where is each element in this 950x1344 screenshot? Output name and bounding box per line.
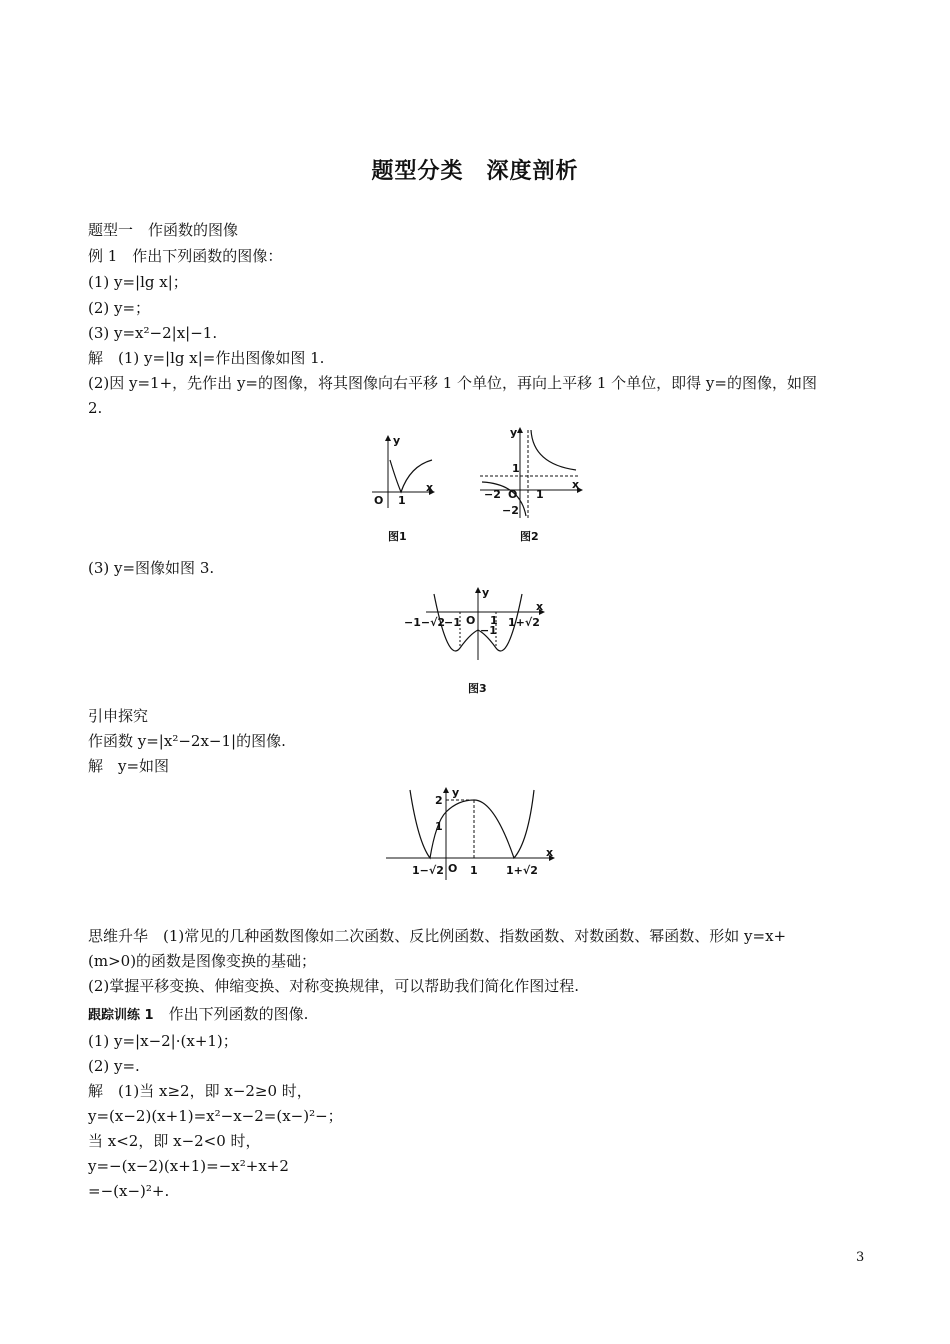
tick-label: 1 (512, 462, 520, 475)
axis-label-x: x (572, 478, 580, 491)
curve-right (531, 430, 576, 470)
practice-text: 作出下列函数的图像. (153, 1005, 309, 1023)
figure-2 (476, 424, 586, 520)
figure-2-caption: 图2 (520, 530, 539, 543)
practice-solution-3: 当 x<2，即 x−2<0 时， (88, 1132, 261, 1150)
axis-label-y: y (510, 426, 518, 439)
tick-label: 1 (536, 488, 544, 501)
practice-solution-2: y=(x−2)(x+1)=x²−x−2=(x−)²−； (88, 1107, 343, 1125)
tick-label: 1 (398, 494, 406, 507)
practice-2: (2) y=. (88, 1057, 140, 1075)
axis-label-y: y (452, 786, 460, 799)
practice-solution-4: y=−(x−2)(x+1)=−x²+x+2 (88, 1157, 289, 1175)
origin-label: O (466, 614, 476, 627)
curve (410, 790, 534, 858)
solution-2: (2)因 y=1+，先作出 y=的图像，将其图像向右平移 1 个单位，再向上平移 1 个单位，即得 y=的图像，如图 (88, 374, 817, 392)
tick-label: −1 (444, 616, 461, 629)
origin-label: O (374, 494, 384, 507)
extension-heading: 引申探究 (88, 707, 149, 725)
figure-1 (368, 432, 438, 512)
page-number: 3 (856, 1250, 865, 1265)
tick-label: 2 (435, 794, 443, 807)
tick-label: −2 (484, 488, 501, 501)
extension-solution: 解 y=如图 (88, 757, 170, 775)
solution-1: 解 (1) y=|lg x|=作出图像如图 1. (88, 349, 325, 367)
page-title: 题型分类 深度剖析 (371, 159, 579, 184)
axis-label-x: x (426, 481, 434, 494)
problem-1: (1) y=|lg x|； (88, 273, 188, 291)
origin-label: O (448, 862, 458, 875)
axis-label-x: x (536, 600, 544, 613)
figure-3 (404, 584, 550, 664)
practice-heading (88, 1004, 308, 1026)
solution-3: (3) y=图像如图 3. (88, 559, 215, 577)
practice-1: (1) y=|x−2|·(x+1)； (88, 1032, 238, 1050)
practice-solution-1: 解 (1)当 x≥2，即 x−2≥0 时， (88, 1082, 312, 1100)
tick-label: −1−√2 (404, 616, 446, 629)
practice-label: 跟踪训练 1 (88, 1008, 154, 1023)
figure-4 (384, 784, 560, 884)
axis-label-x: x (546, 846, 554, 859)
extension-problem: 作函数 y=|x²−2x−1|的图像. (88, 732, 286, 750)
tick-label: 1−√2 (412, 864, 444, 877)
tick-label: 1 (435, 820, 443, 833)
figure-1-caption: 图1 (388, 530, 407, 543)
tick-label: 1+√2 (508, 616, 540, 629)
example-heading: 例 1 作出下列函数的图像： (88, 247, 283, 265)
tick-label: 1+√2 (506, 864, 538, 877)
problem-3: (3) y=x²−2|x|−1. (88, 324, 218, 342)
tick-label: −2 (502, 504, 519, 517)
summary-2: (2)掌握平移变换、伸缩变换、对称变换规律，可以帮助我们简化作图过程. (88, 977, 580, 995)
practice-solution-5: =−(x−)²+. (88, 1182, 170, 1200)
summary-1-cont: (m>0)的函数是图像变换的基础； (88, 952, 317, 970)
summary-1: 思维升华 (1)常见的几种函数图像如二次函数、反比例函数、指数函数、对数函数、幂函数、形如 y=x+ (88, 927, 787, 945)
axis-label-y: y (482, 586, 490, 599)
tick-label: 1 (490, 614, 498, 627)
section-heading: 题型一 作函数的图像 (88, 221, 239, 239)
solution-2-cont: 2. (88, 399, 103, 417)
tick-label: 1 (470, 864, 478, 877)
figure-3-caption: 图3 (468, 682, 487, 695)
origin-label: O (508, 488, 518, 501)
axis-label-y: y (393, 434, 401, 447)
problem-2: (2) y=； (88, 299, 151, 317)
tick-label: −1 (480, 624, 497, 637)
